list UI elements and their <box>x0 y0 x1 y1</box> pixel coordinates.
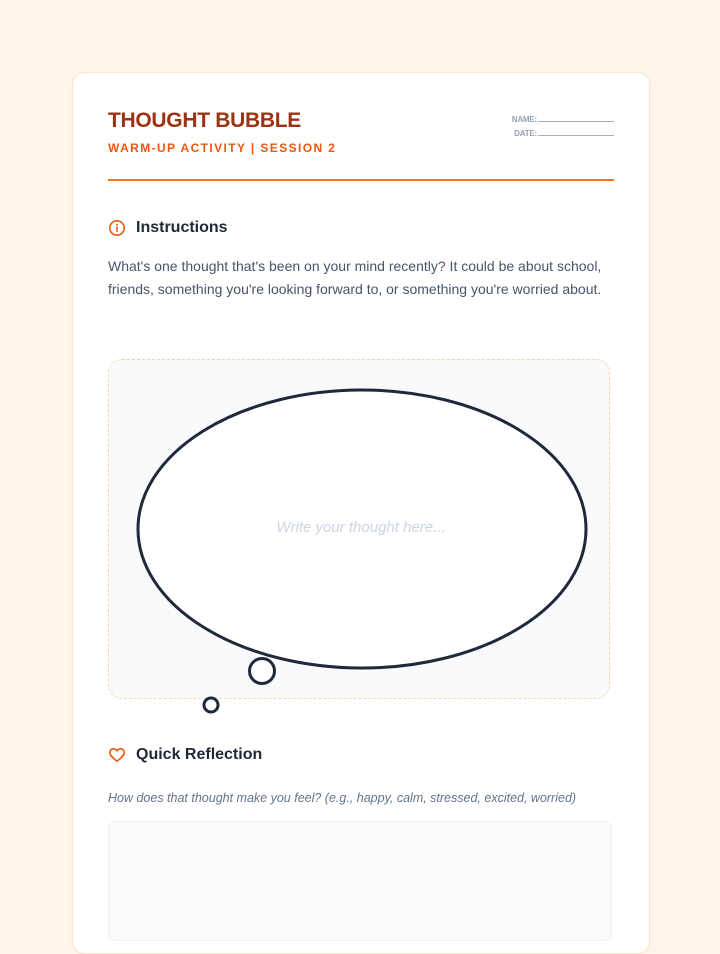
worksheet-card <box>72 72 650 954</box>
page-subtitle: WARM-UP ACTIVITY | SESSION 2 <box>108 141 337 155</box>
reflection-heading <box>108 746 262 764</box>
instructions-heading-label: Instructions <box>136 219 228 236</box>
reflection-input[interactable] <box>108 821 612 941</box>
instructions-text: What's one thought that's been on your mind recently? It could be about school, friends, something you're looking forward to, or something you're worried about. <box>108 258 602 297</box>
date-label: DATE: <box>514 129 537 138</box>
reflection-prompt: How does that thought make you feel? (e.g., happy, calm, stressed, excited, worried) <box>108 791 577 805</box>
name-label: NAME: <box>511 115 537 124</box>
thought-input[interactable]: Write your thought here... <box>276 519 446 536</box>
heart-icon <box>108 746 126 764</box>
page-title: THOUGHT BUBBLE <box>108 109 301 132</box>
thought-bubble-icon <box>73 73 649 773</box>
reflection-heading-label: Quick Reflection <box>136 746 263 763</box>
